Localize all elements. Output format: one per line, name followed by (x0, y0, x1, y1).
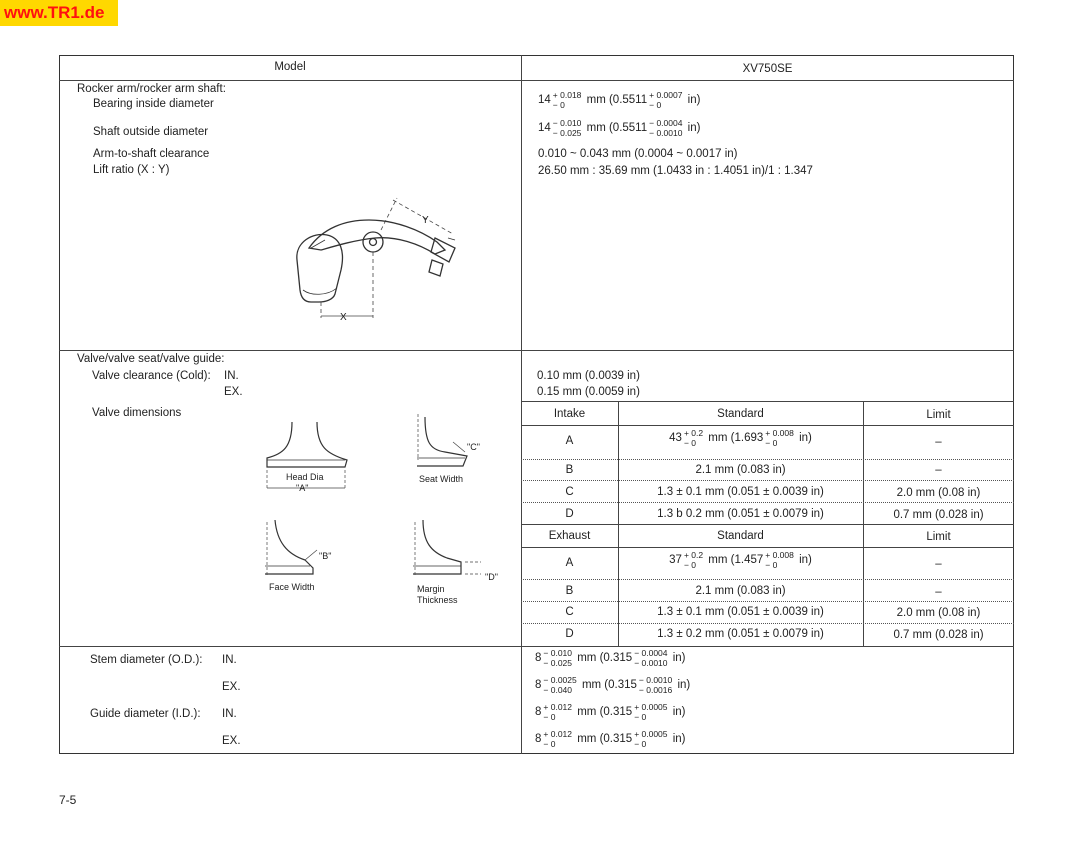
model-header: Model (274, 61, 306, 73)
d-label: "D" (485, 572, 498, 582)
clearance-value: 0.010 ~ 0.043 mm (0.0004 ~ 0.0017 in) (538, 148, 738, 160)
intake-c-standard: 1.3 ± 0.1 mm (0.051 ± 0.0039 in) (657, 486, 824, 498)
shaft-label: Shaft outside diameter (93, 126, 209, 138)
a-label: "A" (296, 483, 309, 493)
guide-label: Guide diameter (I.D.): (90, 708, 201, 720)
valve-in-label: IN. (224, 370, 239, 382)
shaft-value: 14 − 0.010 − 0.025 mm (0.5511 − 0.0004 − 0.0010 in) (538, 118, 701, 138)
valve-clearance-in: 0.10 mm (0.0039 in) (537, 370, 640, 382)
stem-label: Stem diameter (O.D.): (90, 654, 203, 666)
intake-c-key: C (565, 486, 574, 498)
exhaust-c-limit: 2.0 mm (0.08 in) (896, 607, 981, 619)
row-divider (521, 579, 1014, 580)
intake-d-standard: 1.3 b 0.2 mm (0.051 ± 0.0079 in) (657, 508, 824, 520)
x-dimension-label: X (340, 312, 347, 323)
row-divider (521, 425, 1014, 426)
limit-header: Limit (926, 409, 951, 421)
exhaust-a-standard: 37 + 0.2 − 0 mm (1.457 + 0.008 − 0 in) (669, 550, 812, 570)
exhaust-standard-header: Standard (717, 530, 764, 542)
page-number: 7-5 (59, 793, 77, 807)
intake-d-limit: 0.7 mm (0.028 in) (893, 509, 984, 521)
thickness-label: Thickness (417, 595, 458, 605)
row-divider (521, 459, 1014, 460)
row-divider (521, 623, 1014, 624)
site-watermark: www.TR1.de (0, 0, 118, 26)
valve-section-divider (59, 646, 1014, 647)
exhaust-header: Exhaust (548, 530, 591, 542)
row-divider (521, 480, 1014, 481)
lift-label: Lift ratio (X : Y) (93, 164, 170, 176)
intake-b-key: B (565, 464, 574, 476)
guide-ex-value: 8 + 0.012 − 0 mm (0.315 + 0.0005 − 0 in) (535, 729, 686, 749)
bearing-label: Bearing inside diameter (93, 98, 214, 110)
column-divider (521, 55, 522, 754)
inner-table-top (521, 401, 1014, 402)
c-label: "C" (467, 442, 480, 452)
intake-d-key: D (565, 508, 574, 520)
bearing-value: 14 + 0.018 − 0 mm (0.5511 + 0.0007 − 0 in) (538, 90, 701, 110)
valve-ex-label: EX. (224, 386, 243, 398)
rocker-title: Rocker arm/rocker arm shaft: (77, 83, 226, 95)
stem-ex-label: EX. (222, 681, 241, 693)
valve-title: Valve/valve seat/valve guide: (77, 353, 225, 365)
b-label: "B" (319, 551, 332, 561)
row-divider (521, 524, 1014, 525)
lift-value: 26.50 mm : 35.69 mm (1.0433 in : 1.4051 in)/1 : 1.347 (538, 165, 813, 177)
intake-a-limit: – (935, 436, 942, 448)
header-divider (59, 80, 1014, 81)
margin-label: Margin (417, 584, 445, 594)
head-dia-label: Head Dia (286, 472, 324, 482)
valve-dimensions-diagram (255, 412, 520, 612)
exhaust-d-limit: 0.7 mm (0.028 in) (893, 629, 984, 641)
stem-ex-value: 8 − 0.0025 − 0.040 mm (0.315 − 0.0010 − 0.0016 in) (535, 675, 691, 695)
intake-c-limit: 2.0 mm (0.08 in) (896, 487, 981, 499)
seat-width-label: Seat Width (419, 474, 464, 484)
exhaust-d-key: D (565, 628, 574, 640)
row-divider (521, 502, 1014, 503)
row-divider (521, 601, 1014, 602)
guide-in-value: 8 + 0.012 − 0 mm (0.315 + 0.0005 − 0 in) (535, 702, 686, 722)
intake-b-standard: 2.1 mm (0.083 in) (695, 464, 786, 476)
intake-a-key: A (565, 435, 574, 447)
rocker-arm-diagram (285, 190, 475, 330)
guide-ex-label: EX. (222, 735, 241, 747)
exhaust-a-limit: – (935, 558, 942, 570)
intake-b-limit: – (935, 464, 942, 476)
exhaust-c-standard: 1.3 ± 0.1 mm (0.051 ± 0.0039 in) (657, 606, 824, 618)
standard-header: Standard (717, 408, 764, 420)
y-dimension-label: Y (422, 215, 429, 226)
exhaust-d-standard: 1.3 ± 0.2 mm (0.051 ± 0.0079 in) (657, 628, 824, 640)
guide-in-label: IN. (222, 708, 237, 720)
exhaust-b-limit: – (935, 586, 942, 598)
exhaust-c-key: C (565, 606, 574, 618)
stem-in-label: IN. (222, 654, 237, 666)
exhaust-limit-header: Limit (926, 531, 951, 543)
exhaust-b-standard: 2.1 mm (0.083 in) (695, 585, 786, 597)
clearance-label: Arm-to-shaft clearance (93, 148, 210, 160)
exhaust-b-key: B (565, 585, 574, 597)
intake-a-standard: 43 + 0.2 − 0 mm (1.693 + 0.008 − 0 in) (669, 428, 812, 448)
model-value: XV750SE (742, 63, 793, 75)
intake-header: Intake (553, 408, 586, 420)
row-divider (521, 547, 1014, 548)
stem-in-value: 8 − 0.010 − 0.025 mm (0.315 − 0.0004 − 0.0010 in) (535, 648, 686, 668)
face-width-label: Face Width (269, 582, 315, 592)
valve-clearance-ex: 0.15 mm (0.0059 in) (537, 386, 640, 398)
rocker-section-divider (59, 350, 1014, 351)
valve-clearance-label: Valve clearance (Cold): (92, 370, 211, 382)
exhaust-a-key: A (565, 557, 574, 569)
valve-dimensions-label: Valve dimensions (92, 407, 182, 419)
